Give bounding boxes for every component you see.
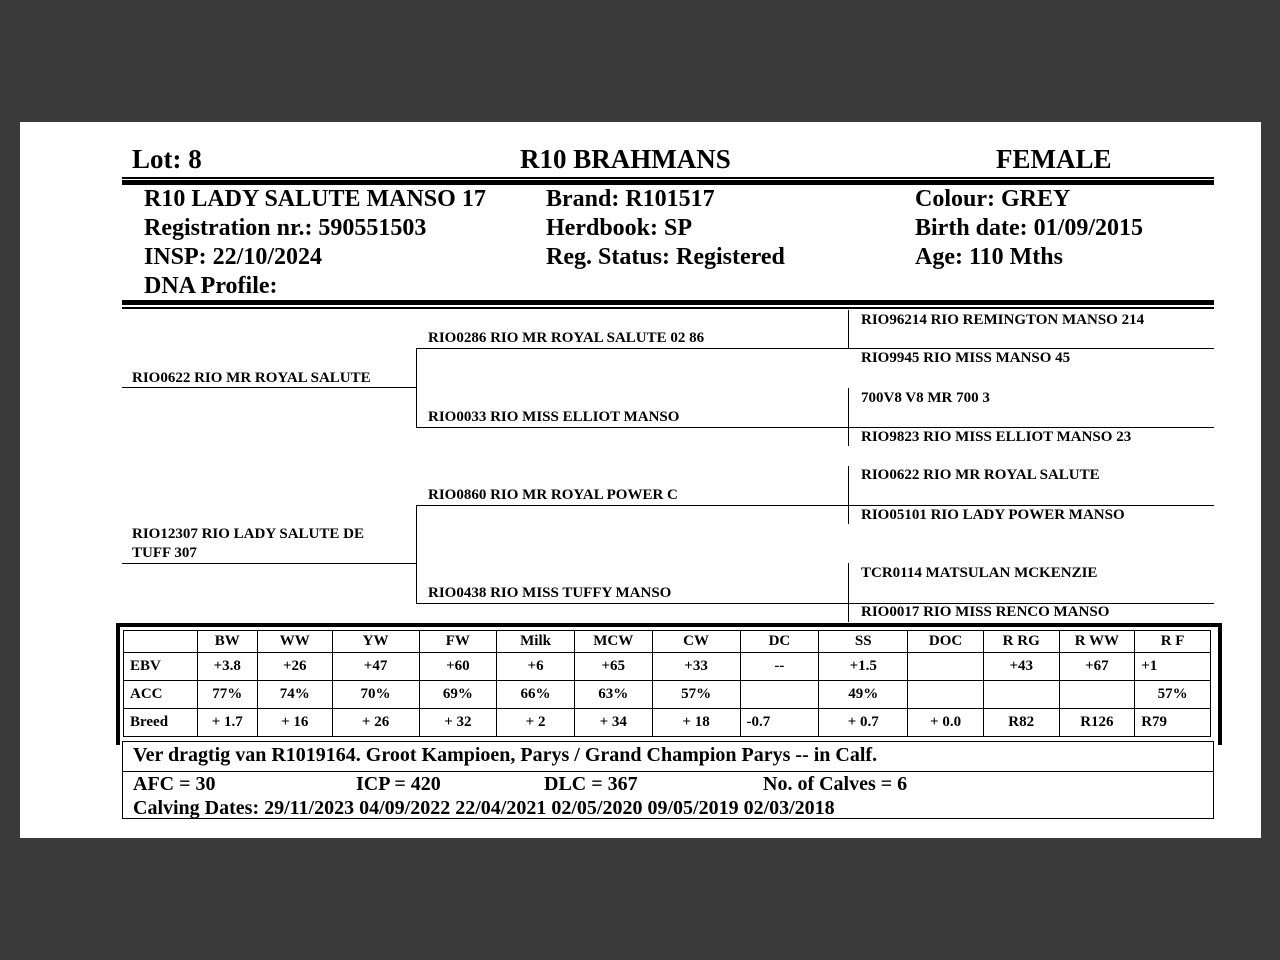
ebv-cell: +67 [1059, 653, 1135, 681]
sss-name: RIO96214 RIO REMINGTON MANSO 214 [861, 312, 1145, 328]
acc-cell: 66% [497, 681, 575, 709]
sex-label: FEMALE [996, 144, 1112, 174]
header-rule-thick [122, 180, 1214, 185]
ebv-cell [908, 653, 984, 681]
ebv-header-cell: CW [652, 631, 740, 653]
dsd-name: RIO05101 RIO LADY POWER MANSO [861, 507, 1125, 523]
acc-cell [740, 681, 819, 709]
acc-cell: 69% [419, 681, 497, 709]
sss-ssd-divider [848, 348, 1214, 349]
dam-name-line2: TUFF 307 [132, 545, 197, 561]
sdd-name: RIO9823 RIO MISS ELLIOT MANSO 23 [861, 429, 1132, 445]
ebv-cell: +6 [497, 653, 575, 681]
breed-cell: + 16 [257, 709, 332, 737]
ebv-cell: +3.8 [197, 653, 257, 681]
sire-connector [416, 348, 417, 427]
lot-sheet [20, 122, 1261, 838]
ebv-cell: +26 [257, 653, 332, 681]
breed-cell: R79 [1135, 709, 1211, 737]
dd-line [416, 603, 848, 604]
ebv-cell: +1.5 [819, 653, 908, 681]
acc-row-label: ACC [124, 681, 198, 709]
ebv-cell: -- [740, 653, 819, 681]
ss-connector-top [848, 310, 849, 348]
ebv-header-cell: R F [1135, 631, 1211, 653]
ebv-header-cell: WW [257, 631, 332, 653]
ss-line [416, 348, 848, 349]
dam-line [122, 563, 416, 564]
ebv-row-label: EBV [124, 653, 198, 681]
acc-cell: 63% [574, 681, 652, 709]
ebv-header-cell: YW [332, 631, 419, 653]
breed-cell: + 2 [497, 709, 575, 737]
ebv-header-cell [124, 631, 198, 653]
acc-cell: 57% [1135, 681, 1211, 709]
registration-status: Reg. Status: Registered [546, 244, 785, 270]
birth-date: Birth date: 01/09/2015 [915, 215, 1143, 241]
header-rule-thin [122, 177, 1214, 179]
acc-cell: 49% [819, 681, 908, 709]
ebv-cell: +47 [332, 653, 419, 681]
ebv-row [124, 653, 1211, 681]
pregnancy-remark: Ver dragtig van R1019164. Groot Kampioen, Parys / Grand Champion Parys -- in Calf. [133, 744, 878, 766]
sds-sdd-divider [848, 427, 1214, 428]
notes-divider [123, 771, 1213, 772]
afc-value: AFC = 30 [133, 773, 216, 795]
breed-cell: + 0.0 [908, 709, 984, 737]
dss-name: RIO0622 RIO MR ROYAL SALUTE [861, 467, 1100, 483]
breed-cell: + 26 [332, 709, 419, 737]
ebv-header-cell: R WW [1059, 631, 1135, 653]
dam-dam-name: RIO0438 RIO MISS TUFFY MANSO [428, 585, 672, 601]
acc-cell: 57% [652, 681, 740, 709]
breed-row [124, 709, 1211, 737]
ebv-table [123, 630, 1211, 737]
ebv-header-cell: DC [740, 631, 819, 653]
ebv-header-cell: Milk [497, 631, 575, 653]
age: Age: 110 Mths [915, 244, 1063, 270]
sd-line [416, 427, 848, 428]
dlc-value: DLC = 367 [544, 773, 638, 795]
sd-connector [848, 388, 849, 446]
ebv-cell: +1 [1135, 653, 1211, 681]
calving-dates: Calving Dates: 29/11/2023 04/09/2022 22/04/2021 02/05/2020 09/05/2019 02/03/2018 [133, 797, 835, 819]
info-rule-thick [122, 300, 1214, 305]
acc-cell [983, 681, 1059, 709]
breed-cell: + 1.7 [197, 709, 257, 737]
ebv-header-cell: DOC [908, 631, 984, 653]
ebv-cell: +60 [419, 653, 497, 681]
acc-cell: 74% [257, 681, 332, 709]
sire-line [122, 387, 416, 388]
breed-cell: R126 [1059, 709, 1135, 737]
calves-count: No. of Calves = 6 [763, 773, 908, 795]
acc-row [124, 681, 1211, 709]
colour: Colour: GREY [915, 186, 1071, 212]
dss-dsd-divider [848, 505, 1214, 506]
brand: Brand: R101517 [546, 186, 715, 212]
breed-cell: + 0.7 [819, 709, 908, 737]
ds-connector [848, 466, 849, 524]
breed-cell: R82 [983, 709, 1059, 737]
dam-sire-name: RIO0860 RIO MR ROYAL POWER C [428, 487, 678, 503]
dd-connector [848, 563, 849, 622]
lot-number: Lot: 8 [132, 144, 202, 174]
ebv-header-cell: BW [197, 631, 257, 653]
dam-name-line1: RIO12307 RIO LADY SALUTE DE [132, 526, 364, 542]
notes-box [122, 741, 1214, 819]
acc-cell [908, 681, 984, 709]
ebv-cell: +43 [983, 653, 1059, 681]
ebv-header-cell: MCW [574, 631, 652, 653]
inspection-date: INSP: 22/10/2024 [144, 244, 323, 270]
dna-profile: DNA Profile: [144, 273, 278, 299]
dam-connector [416, 505, 417, 603]
ebv-header-cell: R RG [983, 631, 1059, 653]
ebv-header-cell: SS [819, 631, 908, 653]
info-rule-thin [122, 307, 1214, 309]
ddd-name: RIO0017 RIO MISS RENCO MANSO [861, 604, 1110, 620]
breed-cell: + 18 [652, 709, 740, 737]
dds-name: TCR0114 MATSULAN MCKENZIE [861, 565, 1098, 581]
ebv-cell: +33 [652, 653, 740, 681]
icp-value: ICP = 420 [356, 773, 441, 795]
acc-cell: 70% [332, 681, 419, 709]
breeder-title: R10 BRAHMANS [520, 144, 731, 174]
registration-number: Registration nr.: 590551503 [144, 215, 427, 241]
herdbook: Herdbook: SP [546, 215, 693, 241]
breed-cell: -0.7 [740, 709, 819, 737]
acc-cell [1059, 681, 1135, 709]
breed-cell: + 32 [419, 709, 497, 737]
animal-name: R10 LADY SALUTE MANSO 17 [144, 186, 486, 212]
ds-line [416, 505, 848, 506]
ssd-name: RIO9945 RIO MISS MANSO 45 [861, 350, 1071, 366]
breed-cell: + 34 [574, 709, 652, 737]
breed-row-label: Breed [124, 709, 198, 737]
ebv-cell: +65 [574, 653, 652, 681]
ebv-header-cell: FW [419, 631, 497, 653]
sire-name: RIO0622 RIO MR ROYAL SALUTE [132, 370, 371, 386]
ebv-header-row [124, 631, 1211, 653]
sds-name: 700V8 V8 MR 700 3 [861, 390, 990, 406]
sire-sire-name: RIO0286 RIO MR ROYAL SALUTE 02 86 [428, 330, 705, 346]
acc-cell: 77% [197, 681, 257, 709]
sire-dam-name: RIO0033 RIO MISS ELLIOT MANSO [428, 409, 680, 425]
